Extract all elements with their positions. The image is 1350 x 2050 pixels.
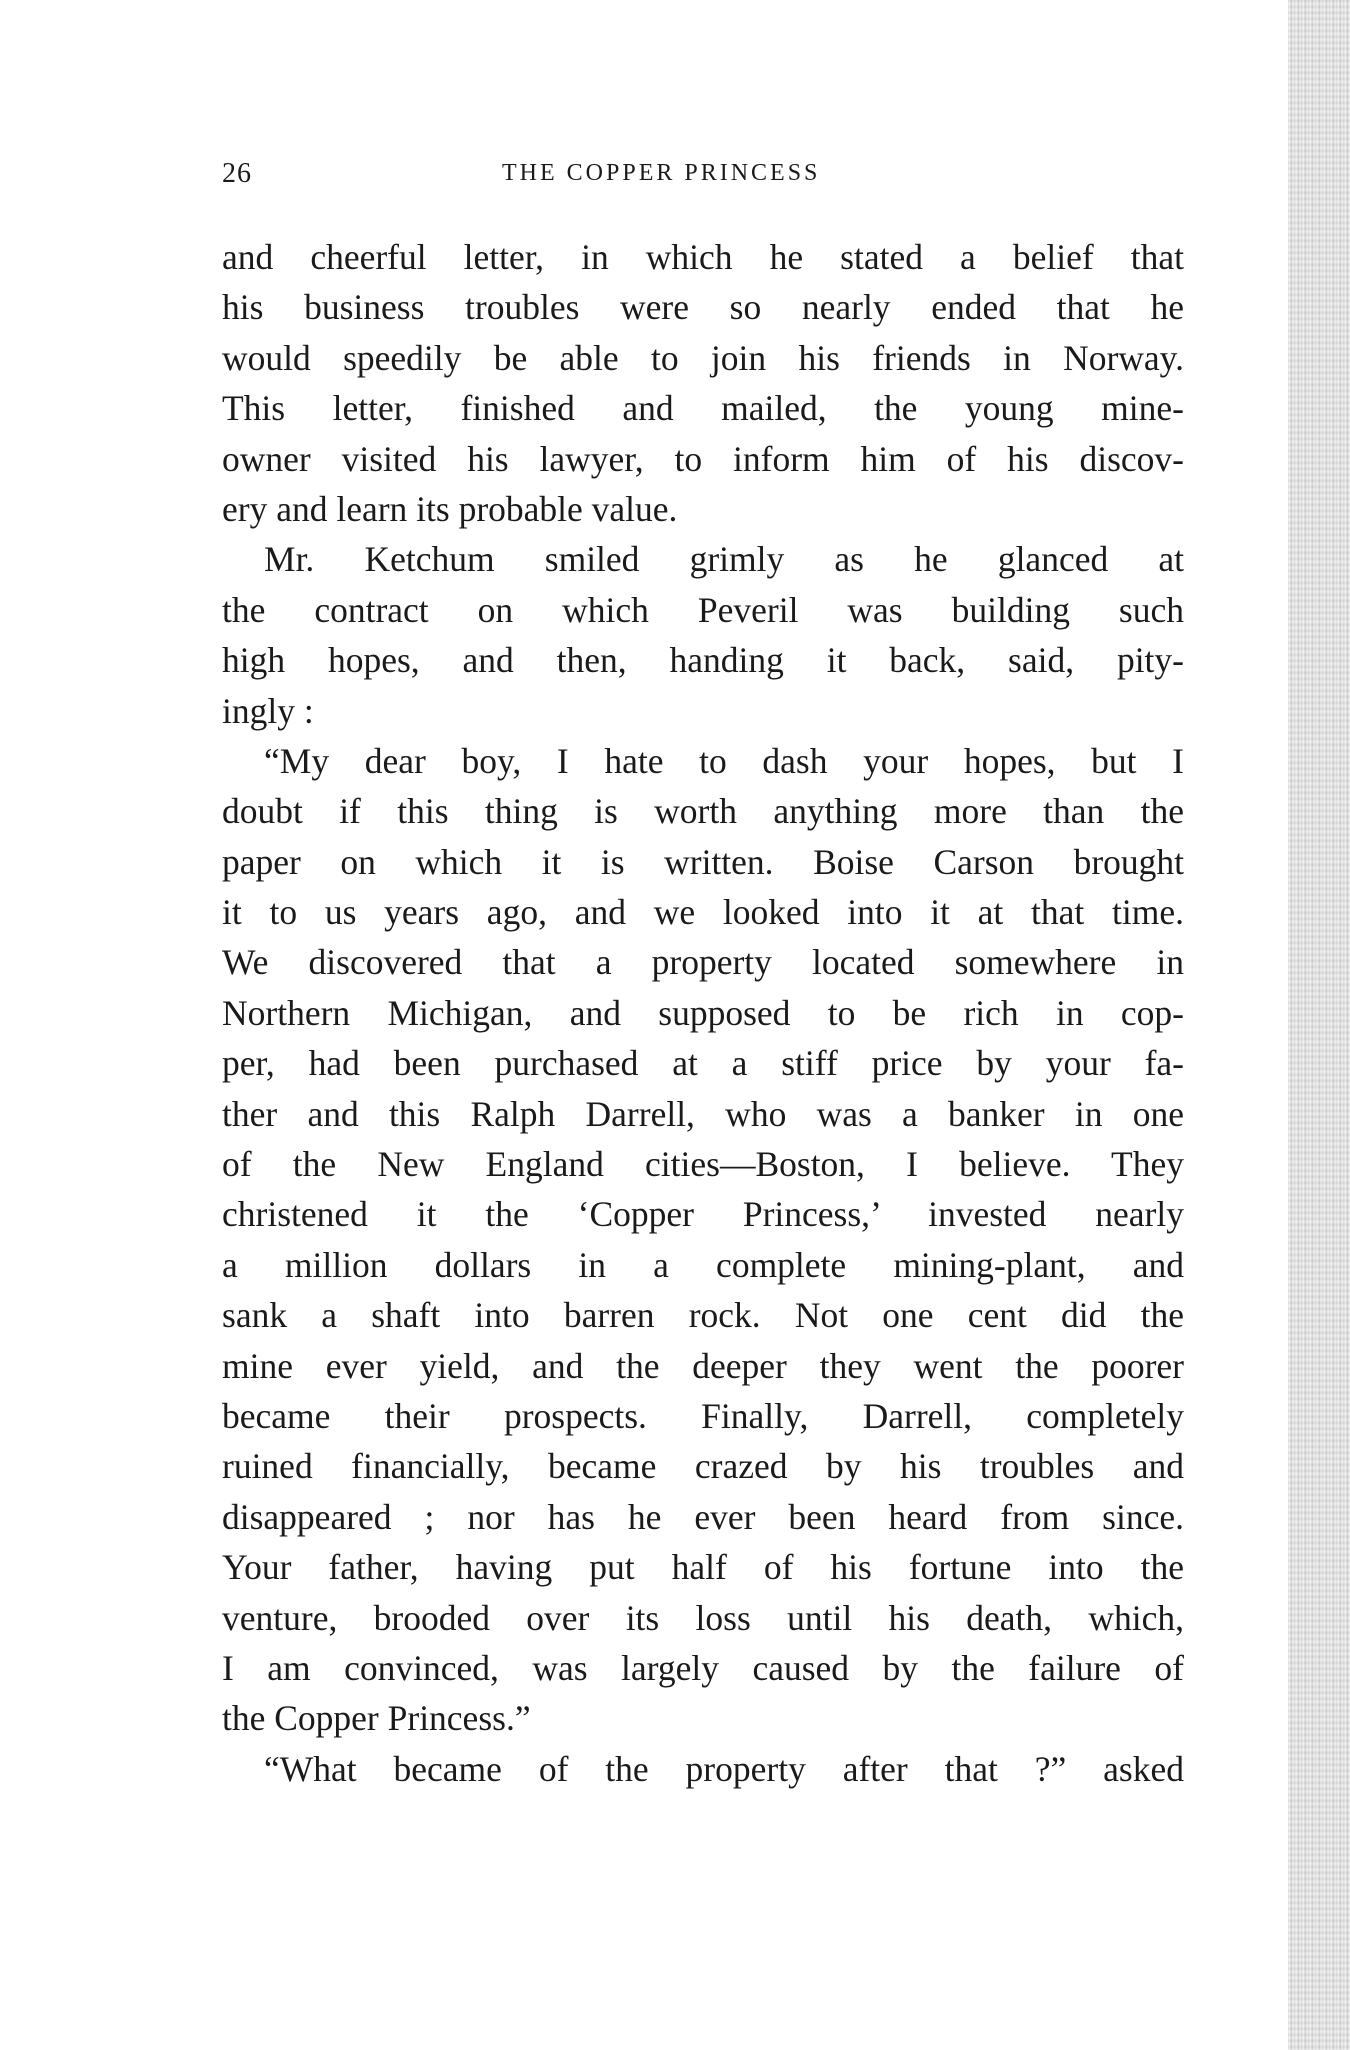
text-line: would speedily be able to join his friends in Norway. [222, 337, 1184, 378]
text-line: Northern Michigan, and supposed to be rich in cop- [222, 992, 1184, 1033]
body-text [222, 232, 1184, 1794]
text-line: disappeared ; nor has he ever been heard from since. [222, 1496, 1184, 1537]
text-line: his business troubles were so nearly ended that he [222, 287, 1184, 328]
text-line: Mr. Ketchum smiled grimly as he glanced at [264, 539, 1184, 580]
text-line: venture, brooded over its loss until his death, which, [222, 1597, 1184, 1638]
text-line: mine ever yield, and the deeper they went the poorer [222, 1345, 1184, 1386]
text-line: and cheerful letter, in which he stated a belief that [222, 237, 1184, 277]
text-line: ther and this Ralph Darrell, who was a banker in one [222, 1093, 1184, 1134]
text-line: Your father, having put half of his fortune into the [222, 1547, 1184, 1588]
text-line: it to us years ago, and we looked into it at that time. [222, 892, 1184, 933]
text-line: high hopes, and then, handing it back, said, pity- [222, 640, 1184, 681]
page-edge-shadow [1288, 0, 1350, 2050]
text-line: per, had been purchased at a stiff price by your fa- [222, 1043, 1184, 1084]
text-line: “My dear boy, I hate to dash your hopes, but I [264, 740, 1184, 781]
text-line: the Copper Princess.” [222, 1698, 531, 1739]
page-number: 26 [222, 158, 252, 189]
running-head [222, 158, 1182, 198]
text-line: “What became of the property after that ?” asked [264, 1748, 1184, 1789]
text-line: the contract on which Peveril was building such [222, 589, 1184, 630]
text-line: a million dollars in a complete mining-plant, and [222, 1244, 1184, 1285]
text-line: ruined financially, became crazed by his troubles and [222, 1446, 1184, 1487]
text-line: doubt if this thing is worth anything more than the [222, 791, 1184, 832]
text-line: of the New England cities—Boston, I believe. They [222, 1144, 1184, 1185]
text-line: ery and learn its probable value. [222, 488, 678, 529]
text-line: christened it the ‘Copper Princess,’ invested nearly [222, 1194, 1184, 1235]
text-line: owner visited his lawyer, to inform him of his discov- [222, 438, 1184, 479]
text-line: paper on which it is written. Boise Carson brought [222, 841, 1184, 882]
text-line: This letter, finished and mailed, the young mine- [222, 388, 1184, 429]
text-line: I am convinced, was largely caused by the failure of [222, 1647, 1184, 1688]
text-line: became their prospects. Finally, Darrell, completely [222, 1395, 1184, 1436]
text-line: We discovered that a property located somewhere in [222, 942, 1184, 983]
text-line: sank a shaft into barren rock. Not one cent did the [222, 1295, 1184, 1336]
book-title: THE COPPER PRINCESS [502, 160, 821, 186]
text-line: ingly : [222, 690, 314, 731]
